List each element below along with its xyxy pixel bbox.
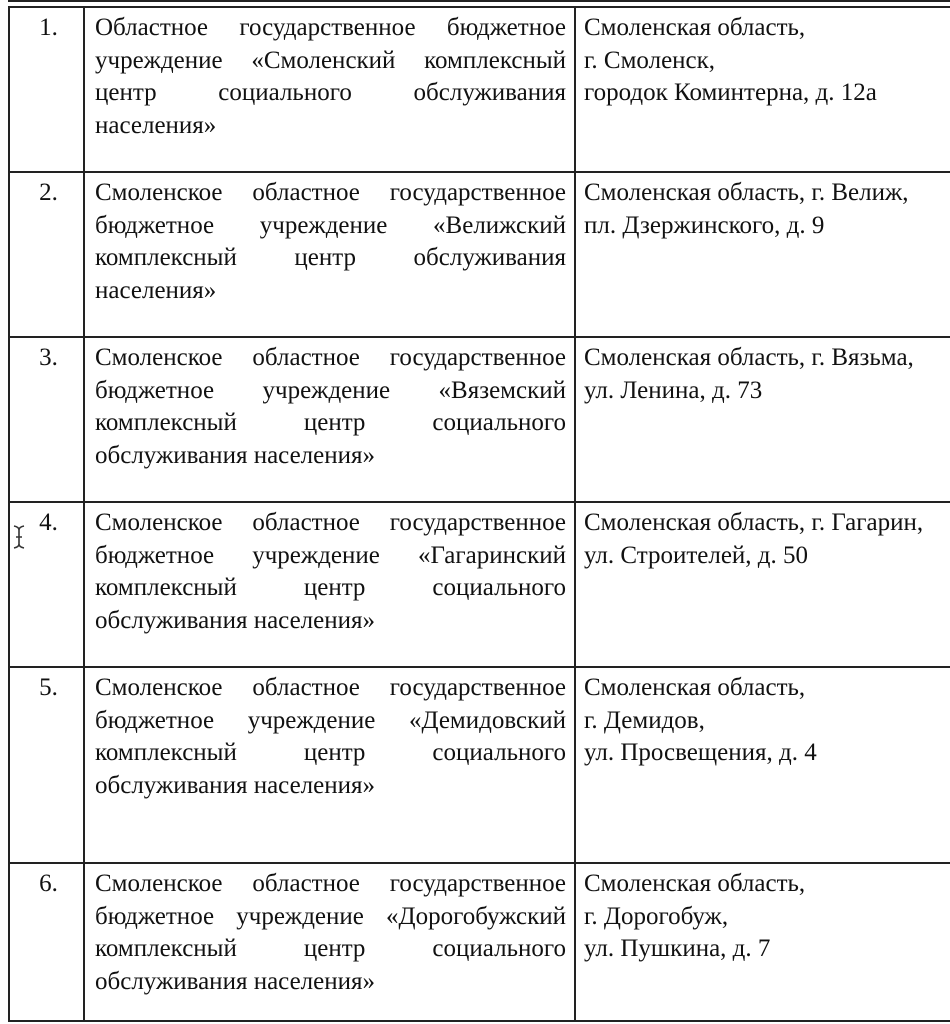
address-line: Смоленская область, <box>584 674 806 701</box>
institution-name-cell[interactable] <box>84 863 575 1021</box>
address-line: ул. Ленина, д. 73 <box>584 376 763 404</box>
text-cursor-icon <box>12 524 26 550</box>
institution-name-cell[interactable] <box>84 667 575 863</box>
table-row <box>9 172 950 337</box>
address-cell[interactable] <box>575 172 950 337</box>
table-row <box>9 337 950 502</box>
address-line: Смоленская область, г. Велиж, <box>584 179 909 206</box>
address-cell[interactable] <box>575 7 950 172</box>
table-row <box>9 863 950 1021</box>
table-row <box>9 667 950 863</box>
address-line: Смоленская область, г. Вязьма, <box>584 344 914 371</box>
institution-name: Смоленское областное государственное бюджетное учреждение «Велижский комплексный центр обслуживания населения» <box>95 179 566 304</box>
row-number: 1. <box>39 14 58 41</box>
row-number: 3. <box>39 344 58 371</box>
institution-name: Смоленское областное государственное бюджетное учреждение «Демидовский комплексный центр социального обслуживания населения» <box>95 674 566 799</box>
row-number: 2. <box>39 179 58 206</box>
row-number-cell[interactable] <box>9 337 84 502</box>
address-cell[interactable] <box>575 863 950 1021</box>
address-line: г. Дорогобуж, <box>584 902 729 930</box>
address-line: городок Коминтерна, д. 12а <box>584 79 877 106</box>
address-cell[interactable] <box>575 502 950 667</box>
address-line: ул. Просвещения, д. 4 <box>584 739 817 766</box>
row-number: 5. <box>39 674 58 701</box>
institution-name-cell[interactable] <box>84 7 575 172</box>
address-cell[interactable] <box>575 337 950 502</box>
address-cell[interactable] <box>575 667 950 863</box>
row-number-cell[interactable] <box>9 667 84 863</box>
institution-name: Областное государственное бюджетное учреждение «Смоленский комплексный центр социального обслуживания населения» <box>95 14 566 139</box>
institution-name-cell[interactable] <box>84 337 575 502</box>
institutions-table <box>8 6 950 1022</box>
table-row <box>9 7 950 172</box>
top-rule <box>8 0 950 2</box>
address-line: Смоленская область, <box>584 870 806 897</box>
address-line: Смоленская область, <box>584 14 806 41</box>
row-number: 4. <box>39 509 58 536</box>
address-line: пл. Дзержинского, д. 9 <box>584 211 825 239</box>
row-number-cell[interactable] <box>9 172 84 337</box>
row-number-cell[interactable] <box>9 863 84 1021</box>
institution-name-cell[interactable] <box>84 502 575 667</box>
address-line: ул. Пушкина, д. 7 <box>584 935 771 962</box>
address-line: г. Демидов, <box>584 706 705 734</box>
row-number: 6. <box>39 870 58 897</box>
institution-name: Смоленское областное государственное бюджетное учреждение «Вяземский комплексный центр социального обслуживания населения» <box>95 344 566 469</box>
address-line: ул. Строителей, д. 50 <box>584 541 809 569</box>
address-line: Смоленская область, г. Гагарин, <box>584 509 924 536</box>
table-row <box>9 502 950 667</box>
row-number-cell[interactable] <box>9 7 84 172</box>
institution-name: Смоленское областное государственное бюджетное учреждение «Дорогобужский комплексный центр социального обслуживания населения» <box>95 870 566 995</box>
institution-name-cell[interactable] <box>84 172 575 337</box>
institution-name: Смоленское областное государственное бюджетное учреждение «Гагаринский комплексный центр социального обслуживания населения» <box>95 509 566 634</box>
address-line: г. Смоленск, <box>584 46 716 74</box>
